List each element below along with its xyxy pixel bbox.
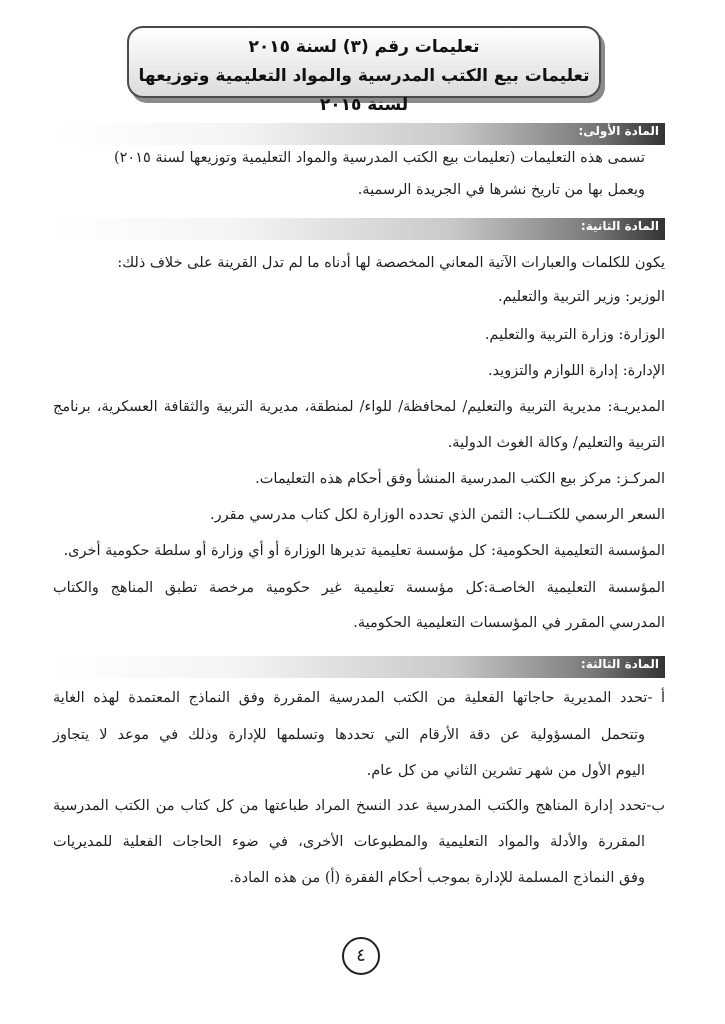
article-2-definition-directorate-cont: التربية والتعليم/ وكالة الغوث الدولية. <box>447 435 665 451</box>
title-box <box>127 26 601 115</box>
article-2-line-1: يكون للكلمات والعبارات الآتية المعاني المخصصة لها أدناه ما لم تدل القرينة على خلاف ذلك: <box>117 255 665 271</box>
article-2-definition-private-institution-cont: المدرسي المقرر في المؤسسات التعليمية الحكومية. <box>353 615 665 631</box>
article-3-clause-a-line-1: أ -تحدد المديرية حاجاتها الفعلية من الكتب المدرسية المقررة وفق النماذج المعتمدة لهذه الغاية <box>53 690 665 706</box>
article-2-heading: المادة الثانية: <box>580 219 659 233</box>
article-2-definition-ministry: الوزارة: وزارة التربية والتعليم. <box>484 327 665 343</box>
instructions-subject-title: تعليمات بيع الكتب المدرسية والمواد التعليمية وتوزيعها لسنة ٢٠١٥ <box>138 66 590 115</box>
article-1-heading-bar <box>55 123 665 145</box>
article-2-definition-minister: الوزير: وزير التربية والتعليم. <box>498 289 665 305</box>
article-2-heading-bar <box>55 218 665 240</box>
instructions-number-title: تعليمات رقم (٣) لسنة ٢٠١٥ <box>248 37 480 57</box>
page-number: ٤ <box>342 937 380 975</box>
article-1-line-1: تسمى هذه التعليمات (تعليمات بيع الكتب المدرسية والمواد التعليمية وتوزيعها لسنة ٢٠١٥) <box>113 150 645 166</box>
article-1-heading: المادة الأولى: <box>578 124 659 138</box>
article-3-clause-a-line-2: وتتحمل المسؤولية عن دقة الأرقام التي تحددها وتسلمها للإدارة وذلك في موعد لا يتجاوز <box>53 727 645 743</box>
article-2-definition-private-institution: المؤسسة التعليمية الخاصـة:كل مؤسسة تعليمية غير حكومية مرخصة تطبق المناهج والكتاب <box>53 580 665 596</box>
article-3-heading-bar <box>55 656 665 678</box>
article-3-heading: المادة الثالثة: <box>580 657 659 671</box>
article-3-clause-b-line-3: وفق النماذج المسلمة للإدارة بموجب أحكام الفقرة (أ) من هذه المادة. <box>229 870 645 886</box>
article-1-line-2: ويعمل بها من تاريخ نشرها في الجريدة الرسمية. <box>357 182 645 198</box>
article-2-definition-official-price: السعر الرسمي للكتــاب: الثمن الذي تحدده الوزارة لكل كتاب مدرسي مقرر. <box>210 507 665 523</box>
article-3-clause-b-line-2: المقررة والأدلة والمواد التعليمية والمطبوعات الأخرى، في ضوء الحاجات الفعلية للمديريات <box>53 834 645 850</box>
article-2-definition-directorate: المديريـة: مديرية التربية والتعليم/ لمحافظة/ للواء/ لمنطقة، مديرية التربية والثقافة العسكرية، برنامج <box>53 399 665 415</box>
article-2-definition-government-institution: المؤسسة التعليمية الحكومية: كل مؤسسة تعليمية تديرها الوزارة أو أي وزارة أو سلطة حكومية أخرى. <box>63 543 665 559</box>
article-3-clause-b-line-1: ب-تحدد إدارة المناهج والكتب المدرسية عدد النسخ المراد طباعتها من كل كتاب من الكتب المدرسية <box>53 798 665 814</box>
article-2-definition-administration: الإدارة: إدارة اللوازم والتزويد. <box>487 363 665 379</box>
article-3-clause-a-line-3: اليوم الأول من شهر تشرين الثاني من كل عام. <box>366 763 645 779</box>
article-2-definition-center: المركـز: مركز بيع الكتب المدرسية المنشأ وفق أحكام هذه التعليمات. <box>255 471 665 487</box>
